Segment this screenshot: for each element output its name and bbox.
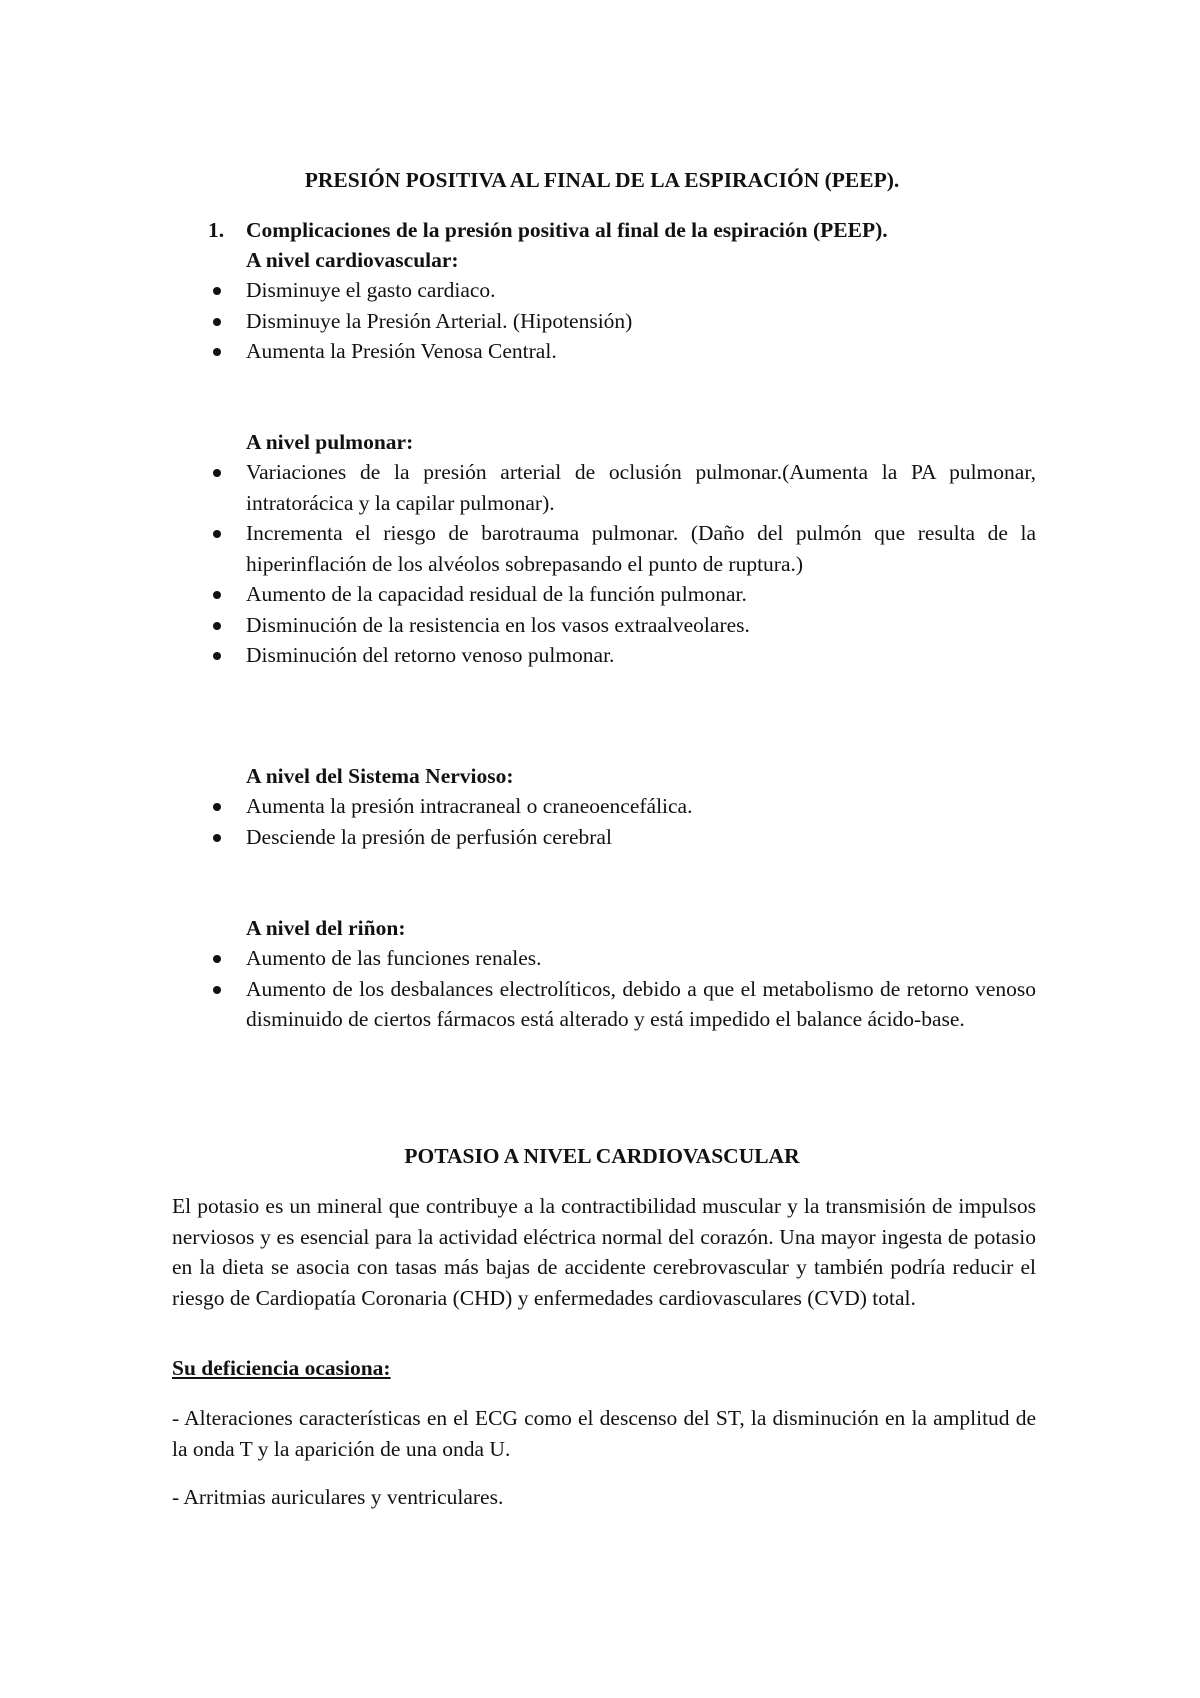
potasio-paragraph: El potasio es un mineral que contribuye a la contractibilidad muscular y la transmisión de impulsos nerviosos y es esencial para la actividad eléctrica normal del corazón. Una mayor ingesta de potasio en la dieta se asocia con tasas más bajas de accidente cerebrovascular y también podría reducir el riesgo de Cardiopatía Coronaria (CHD) y enfermedades cardiovasculares (CVD) total. [172, 1194, 1036, 1310]
bullet-icon [213, 803, 221, 811]
deficiency-item: - Alteraciones características en el ECG como el descenso del ST, la disminución en la amplitud de la onda T y la aparición de una onda U. [172, 1406, 1036, 1461]
deficiency-item: - Arritmias auriculares y ventriculares. [172, 1485, 504, 1509]
bullet-icon [213, 530, 221, 538]
bullet-list-sistema-nervioso [246, 791, 1036, 852]
bullet-icon [213, 348, 221, 356]
section-heading-rinon: A nivel del riñon: [246, 916, 406, 940]
bullet-icon [213, 591, 221, 599]
bullet-icon [213, 287, 221, 295]
list-item [246, 457, 1036, 518]
numbered-item-marker: 1. [208, 218, 225, 242]
bullet-icon [213, 955, 221, 963]
bullet-icon [213, 622, 221, 630]
numbered-item-text: Complicaciones de la presión positiva al final de la espiración (PEEP). [246, 218, 888, 242]
list-item-text: Disminuye el gasto cardiaco. [246, 278, 496, 302]
list-item-text: Disminuye la Presión Arterial. (Hipotensión) [246, 308, 633, 333]
list-item [246, 974, 1036, 1035]
list-item [246, 306, 1036, 337]
bullet-list-cardiovascular [246, 275, 1036, 367]
section-heading-sistema-nervioso: A nivel del Sistema Nervioso: [246, 764, 514, 788]
list-item [246, 610, 1036, 641]
document-title: PRESIÓN POSITIVA AL FINAL DE LA ESPIRACIÓN (PEEP). [304, 168, 900, 192]
bullet-icon [213, 986, 221, 994]
list-item-text: Aumento de las funciones renales. [246, 946, 542, 970]
deficiency-heading: Su deficiencia ocasiona: [172, 1356, 391, 1380]
section-heading-cardiovascular: A nivel cardiovascular: [246, 248, 459, 272]
bullet-icon [213, 318, 221, 326]
list-item [246, 791, 1036, 822]
list-item [246, 640, 1036, 671]
section-heading-pulmonar: A nivel pulmonar: [246, 430, 414, 454]
list-item-text: Aumento de la capacidad residual de la función pulmonar. [246, 582, 747, 606]
list-item-text: Desciende la presión de perfusión cerebral [246, 824, 612, 849]
list-item-text: Incrementa el riesgo de barotrauma pulmonar. (Daño del pulmón que resulta de la hiperinflación de los alvéolos sobrepasando el punto de ruptura.) [246, 521, 1036, 576]
list-item [246, 579, 1036, 610]
list-item [246, 336, 1036, 367]
bullet-icon [213, 652, 221, 660]
list-item [246, 518, 1036, 579]
list-item [246, 822, 1036, 853]
list-item [246, 943, 1036, 974]
list-item-text: Aumenta la Presión Venosa Central. [246, 339, 557, 363]
list-item [246, 275, 1036, 306]
bullet-list-rinon [246, 943, 1036, 1035]
bullet-list-pulmonar [246, 457, 1036, 671]
list-item-text: Aumento de los desbalances electrolíticos, debido a que el metabolismo de retorno venoso disminuido de ciertos fármacos está alterado y está impedido el balance ácido-base. [246, 976, 1036, 1031]
list-item-text: Disminución del retorno venoso pulmonar. [246, 643, 615, 667]
list-item-text: Aumenta la presión intracraneal o craneoencefálica. [246, 794, 693, 818]
list-item-text: Variaciones de la presión arterial de oclusión pulmonar.(Aumenta la PA pulmonar, intratorácica y la capilar pulmonar). [246, 460, 1036, 515]
potasio-title: POTASIO A NIVEL CARDIOVASCULAR [404, 1144, 800, 1168]
bullet-icon [213, 469, 221, 477]
list-item-text: Disminución de la resistencia en los vasos extraalveolares. [246, 612, 750, 637]
bullet-icon [213, 834, 221, 842]
